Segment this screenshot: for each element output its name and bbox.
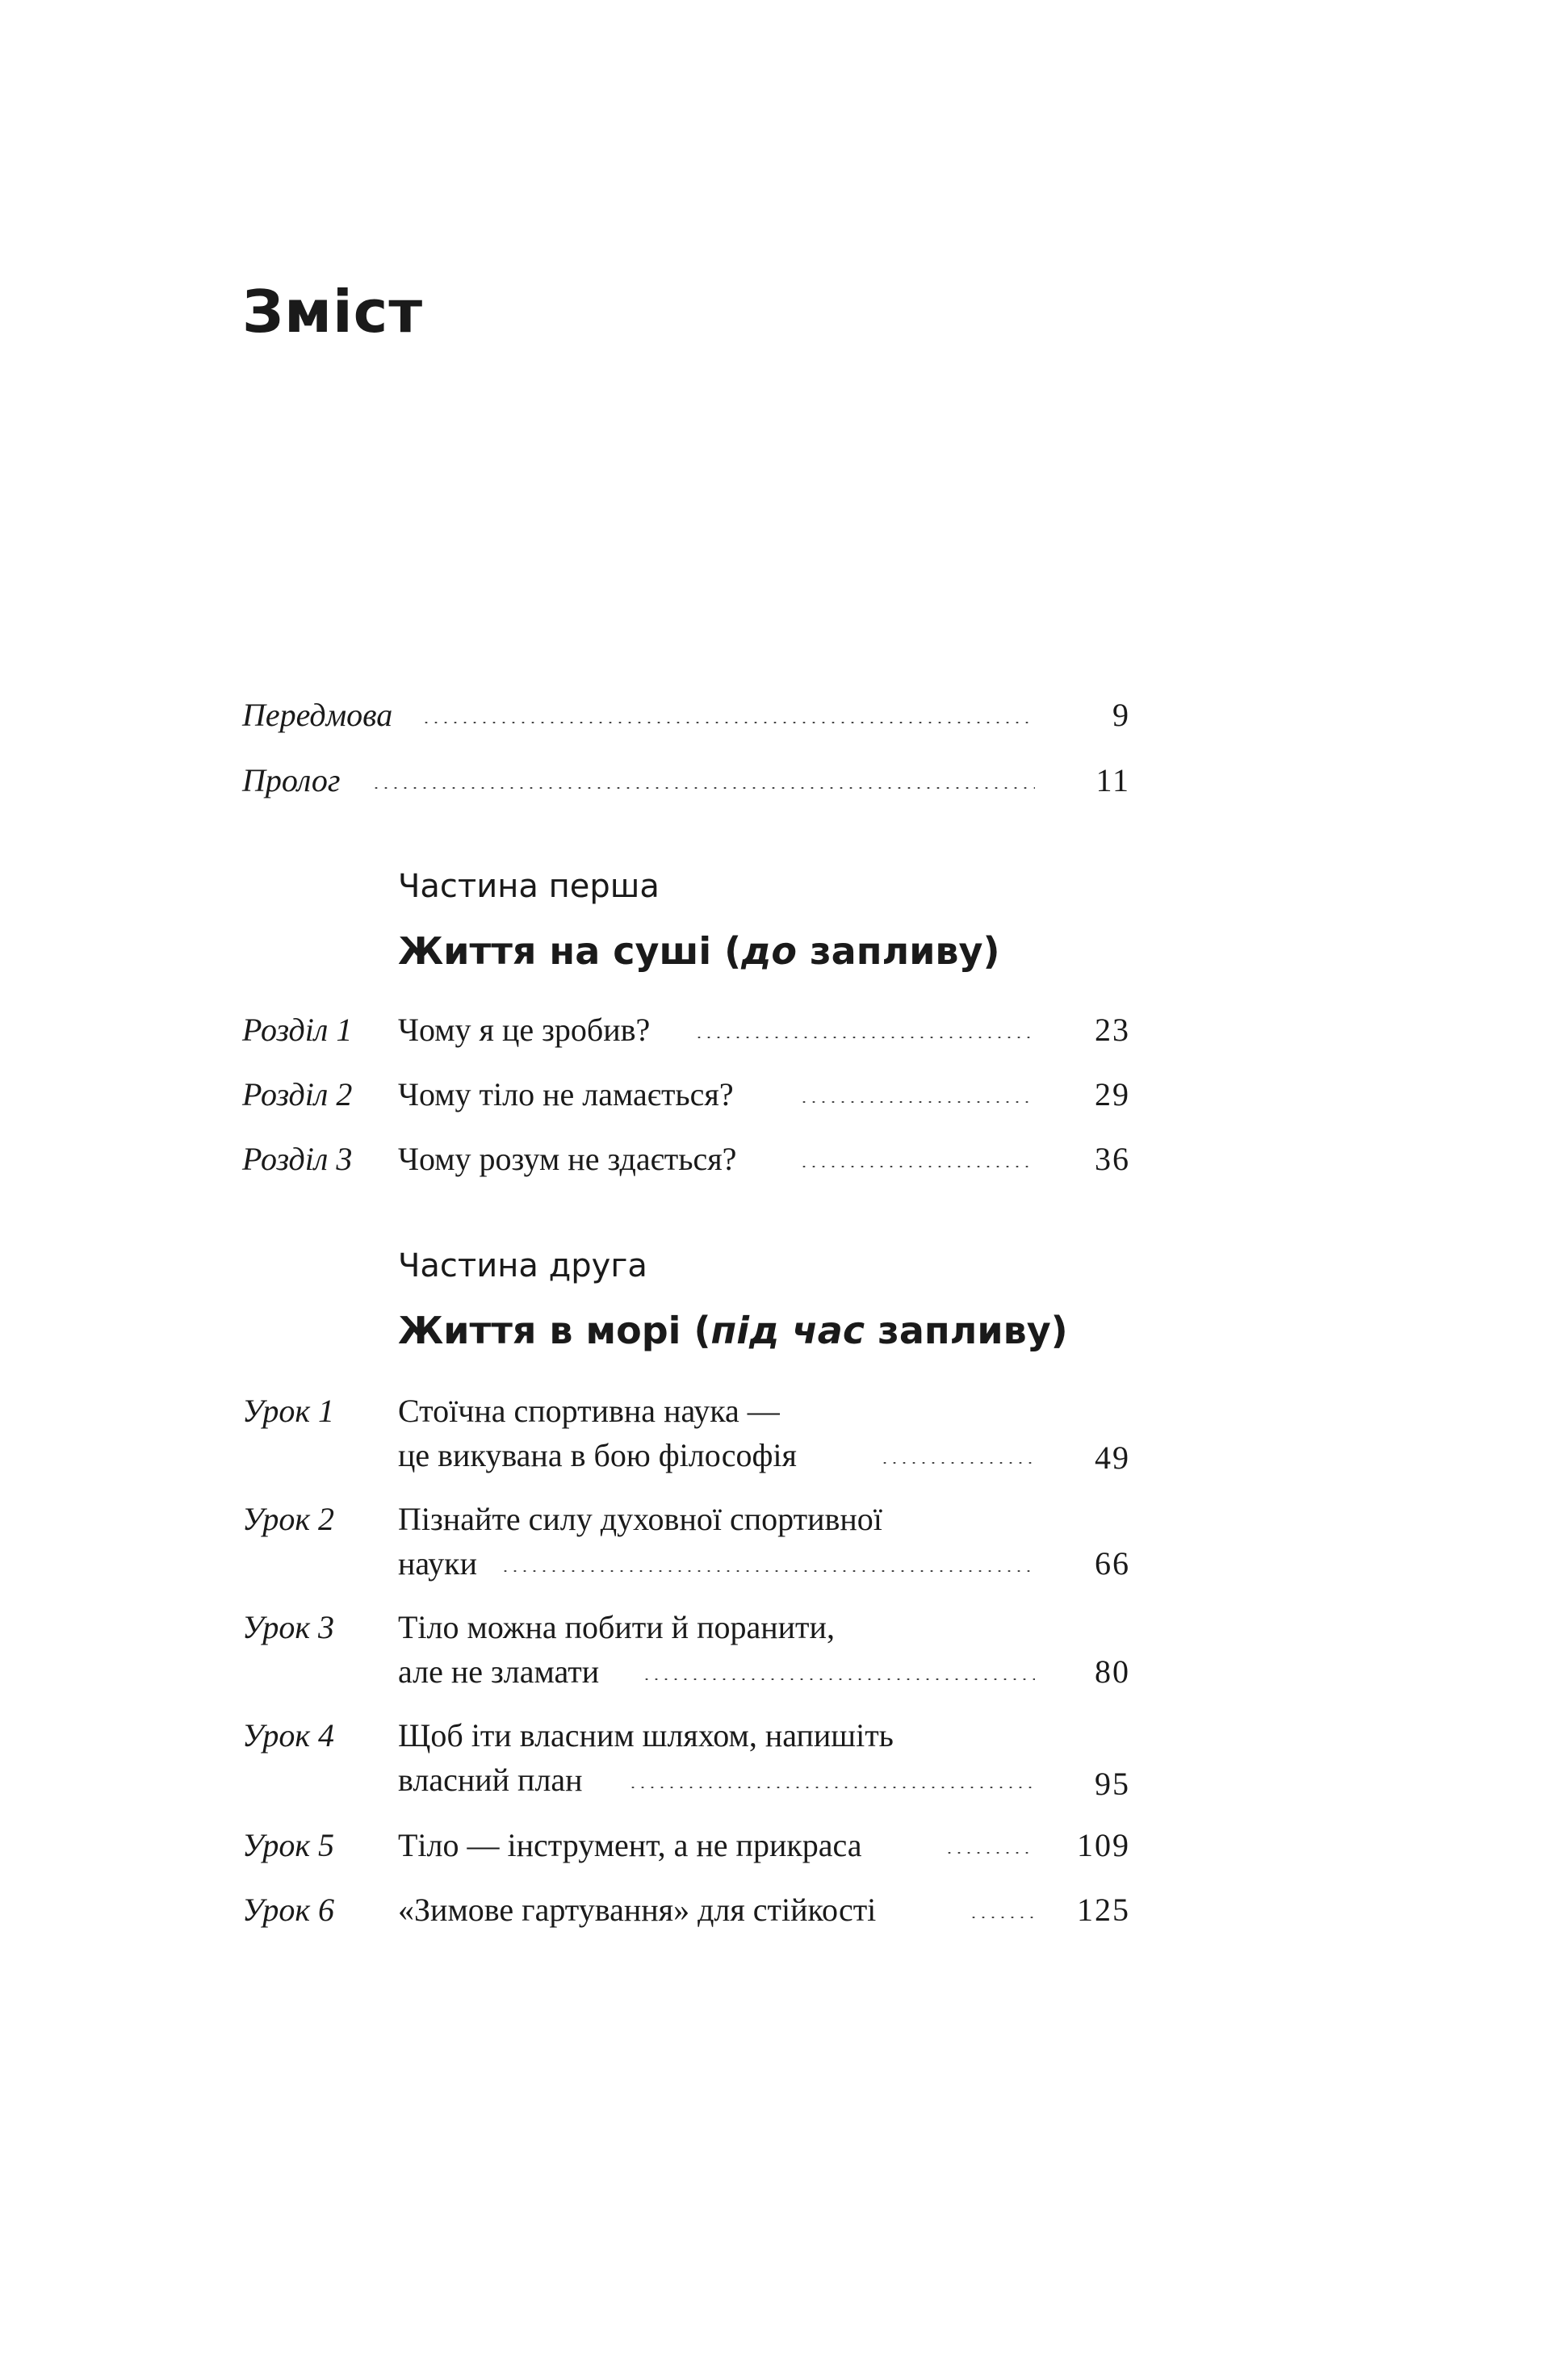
toc-entry-chapter-3[interactable] <box>242 1135 1130 1184</box>
toc-entry-foreword[interactable] <box>242 691 1130 740</box>
part-two-title-italic: під час <box>710 1309 865 1352</box>
part-two-title <box>398 1309 1068 1352</box>
dot-leader <box>501 1570 1035 1572</box>
page-number: 11 <box>1095 762 1130 798</box>
dot-leader <box>880 1462 1035 1464</box>
part-one-title-start: Життя на суші ( <box>398 929 742 973</box>
entry-label: Розділ 1 <box>242 1012 353 1048</box>
toc-entry-chapter-2[interactable] <box>242 1071 1130 1119</box>
toc-entry-prologue[interactable] <box>242 756 1130 805</box>
dot-leader <box>628 1787 1035 1788</box>
toc-entry-chapter-1[interactable] <box>242 1006 1130 1054</box>
toc-entry-lesson-3[interactable] <box>242 1603 1130 1696</box>
part-two-subtitle: Частина друга <box>398 1247 647 1284</box>
page-number: 109 <box>1077 1827 1130 1863</box>
entry-title: Тіло — інструмент, а не прикраса <box>398 1827 862 1863</box>
entry-label: Урок 4 <box>242 1717 335 1754</box>
dot-leader <box>642 1678 1035 1680</box>
entry-label: Урок 1 <box>242 1393 335 1429</box>
dot-leader <box>371 787 1035 789</box>
entry-label: Розділ 2 <box>242 1076 353 1112</box>
entry-label: Урок 3 <box>242 1609 335 1645</box>
page-number: 36 <box>1095 1141 1130 1177</box>
entry-title-line-2: власний план <box>398 1762 583 1798</box>
entry-title: Чому розум не здається? <box>398 1141 737 1177</box>
entry-label: Розділ 3 <box>242 1141 353 1177</box>
entry-label: Пролог <box>242 762 341 798</box>
entry-title-line-1: Тіло можна побити й поранити, <box>398 1609 835 1645</box>
entry-label: Урок 2 <box>242 1501 335 1537</box>
entry-title: Чому я це зробив? <box>398 1012 651 1048</box>
entry-label: Урок 6 <box>242 1892 335 1928</box>
entry-title-line-2: це викувана в бою філософія <box>398 1437 797 1473</box>
entry-title-line-1: Стоїчна спортивна наука — <box>398 1393 780 1429</box>
part-one-subtitle: Частина перша <box>398 868 660 905</box>
dot-leader <box>945 1852 1035 1854</box>
dot-leader <box>799 1166 1035 1167</box>
page-number: 95 <box>1095 1766 1130 1802</box>
toc-entry-lesson-5[interactable] <box>242 1821 1130 1870</box>
entry-title-line-2: науки <box>398 1545 477 1582</box>
part-one-title-end: запливу) <box>796 929 1000 973</box>
table-of-contents <box>242 0 1130 2380</box>
page-number: 49 <box>1095 1439 1130 1476</box>
part-one-title <box>398 929 1000 973</box>
entry-title-line-1: Пізнайте силу духовної спортивної <box>398 1501 882 1537</box>
page-number: 125 <box>1077 1892 1130 1928</box>
dot-leader <box>969 1917 1035 1918</box>
page-number: 80 <box>1095 1653 1130 1690</box>
entry-label: Передмова <box>242 697 393 733</box>
part-one-title-italic: до <box>741 929 797 973</box>
page-number: 23 <box>1095 1012 1130 1048</box>
page-number: 29 <box>1095 1076 1130 1112</box>
dot-leader <box>799 1101 1035 1103</box>
toc-entry-lesson-2[interactable] <box>242 1495 1130 1588</box>
part-two-title-end: запливу) <box>865 1309 1068 1352</box>
toc-entry-lesson-4[interactable] <box>242 1712 1130 1804</box>
part-two-title-start: Життя в морі ( <box>398 1309 711 1352</box>
toc-entry-lesson-6[interactable] <box>242 1886 1130 1934</box>
dot-leader <box>694 1037 1035 1038</box>
page-number: 66 <box>1095 1545 1130 1582</box>
entry-title-line-1: Щоб іти власним шляхом, напишіть <box>398 1717 894 1754</box>
entry-title: «Зимове гартування» для стійкості <box>398 1892 877 1928</box>
page-title: Зміст <box>242 278 424 346</box>
page-number: 9 <box>1112 697 1130 733</box>
entry-label: Урок 5 <box>242 1827 335 1863</box>
entry-title-line-2: але не зламати <box>398 1653 600 1690</box>
dot-leader <box>421 722 1035 723</box>
toc-entry-lesson-1[interactable] <box>242 1387 1130 1480</box>
entry-title: Чому тіло не ламається? <box>398 1076 734 1112</box>
